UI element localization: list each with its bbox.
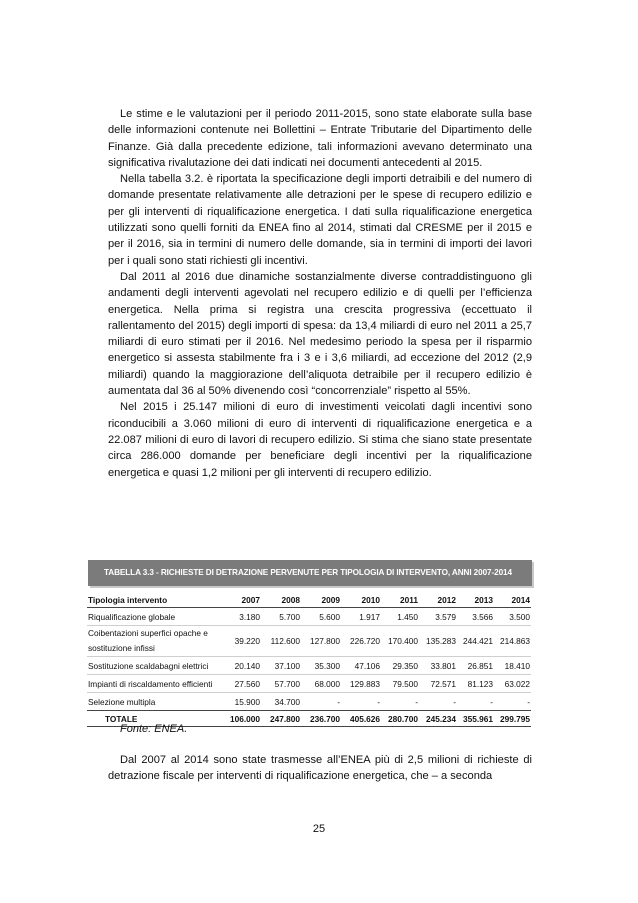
table-cell: 5.600 (319, 611, 340, 622)
header-cell: 2011 (381, 593, 419, 608)
table-cell: 170.400 (388, 636, 418, 646)
table-cell: 1.450 (397, 611, 418, 622)
table-cell: 236.700 (301, 711, 341, 727)
paragraph: Dal 2011 al 2016 due dinamiche sostanzialmente diverse contraddistinguono gli andamenti degli interventi agevolati nel recupero edilizio e di quelli per l’efficienza energetica. Nella prima si registra una crescita progressiva (eccettuato il rallentamento del 2015) degli importi di spesa: da 13,4 miliardi di euro nel 2011 a 25,7 miliardi di euro stimati per il 2016. Nel medesimo periodo la spesa per il risparmio energetico si assesta stabilmente fra i 3 e i 3,6 miliardi, ad eccezione del 2012 (2,9 miliardi) quando la maggiorazione dell’aliquota detraibile per il recupero edilizio è aumentata dal 36 al 50% divenendo così “concorrenziale” rispetto al 55%. (108, 270, 532, 398)
header-cell: Tipologia intervento (87, 593, 221, 608)
row-label: Sostituzione scaldabagni elettrici (88, 660, 209, 671)
table-cell: 68.000 (314, 678, 340, 689)
table-cell: 20.140 (234, 660, 260, 671)
table-cell: 214.863 (500, 636, 530, 646)
table-cell: 72.571 (430, 678, 456, 689)
table-row (87, 608, 531, 626)
table-cell: 1.917 (359, 611, 380, 622)
table-cell: - (527, 696, 530, 707)
header-cell: 2008 (261, 593, 301, 608)
table-cell: 15.900 (234, 696, 260, 707)
table-cell: 3.500 (509, 611, 530, 622)
table-cell: 26.851 (467, 660, 493, 671)
table-cell: 106.000 (221, 711, 261, 727)
table-cell: 405.626 (341, 711, 381, 727)
table-cell: 63.022 (504, 678, 530, 689)
table-cell: 299.795 (494, 711, 531, 727)
table-cell: 81.123 (467, 678, 493, 689)
header-cell: 2010 (341, 593, 381, 608)
table-cell: 244.421 (463, 636, 493, 646)
table-row (87, 675, 531, 693)
table-caption: TABELLA 3.3 - RICHIESTE DI DETRAZIONE PERVENUTE PER TIPOLOGIA DI INTERVENTO, ANNI 2007-2014 (88, 560, 532, 586)
table-cell: 33.801 (430, 660, 456, 671)
table-cell: 79.500 (392, 678, 418, 689)
paragraph: Dal 2007 al 2014 sono state trasmesse all’ENEA più di 2,5 milioni di richieste di detrazione fiscale per interventi di riqualificazione energetica, che – a seconda (108, 754, 532, 783)
table-cell: 5.700 (279, 611, 300, 622)
data-table (87, 593, 531, 727)
row-label: Selezione multipla (88, 696, 156, 707)
table-row (87, 693, 531, 711)
body-text-bottom (108, 752, 532, 785)
table-cell: 29.350 (392, 660, 418, 671)
table-row (87, 657, 531, 675)
header-cell: 2009 (301, 593, 341, 608)
header-cell: 2007 (221, 593, 261, 608)
table-cell: 247.800 (261, 711, 301, 727)
table-cell: 280.700 (381, 711, 419, 727)
table-cell: 3.180 (239, 611, 260, 622)
table-cell: 18.410 (504, 660, 530, 671)
table-cell: 27.560 (234, 678, 260, 689)
table-cell: 129.883 (350, 678, 380, 689)
row-label-line: sostituzione infissi (88, 643, 155, 653)
table-cell: - (453, 696, 456, 707)
row-label: Impianti di riscaldamento efficienti (88, 678, 213, 689)
paragraph: Nella tabella 3.2. è riportata la specificazione degli importi detraibili e del numero di domande presentate relativamente alle detrazioni per le spese di recupero edilizio e per gli interventi di riqualificazione energetica. I dati sulla riqualificazione energetica utilizzati sono quelli forniti da ENEA fino al 2014, stimati dal CRESME per il 2015 e per il 2016, sia in termini di numero delle domande, sia in termini di importi dei lavori per i quali sono stati richiesti gli incentivi. (108, 173, 532, 267)
paragraph: Le stime e le valutazioni per il periodo 2011-2015, sono state elaborate sulla base delle informazioni contenute nei Bollettini – Entrate Tributarie del Dipartimento delle Finanze. Già dalla precedente edizione, tali informazioni avevano determinato una significativa rivalutazione dei dati indicati nei documenti antecedenti al 2015. (108, 108, 532, 169)
table-cell: 226.720 (350, 636, 380, 646)
paragraph: Nel 2015 i 25.147 milioni di euro di investimenti veicolati dagli incentivi sono riconducibili a 3.060 milioni di euro di interventi di riqualificazione energetica e a 22.087 milioni di euro di lavori di recupero edilizio. Si stima che siano state presentate circa 286.000 domande per beneficiare degli incentivi per la riqualificazione energetica e quasi 1,2 milioni per gli interventi di recupero edilizio. (108, 401, 532, 479)
row-label (87, 626, 221, 657)
table-cell: 47.106 (354, 660, 380, 671)
total-label: TOTALE (87, 711, 221, 727)
table-cell: 245.234 (419, 711, 457, 727)
header-cell: 2013 (457, 593, 494, 608)
table-cell: - (415, 696, 418, 707)
row-label: Riqualificazione globale (88, 611, 176, 622)
page-number: 25 (312, 823, 326, 835)
table-cell: 127.800 (310, 636, 340, 646)
header-cell: 2012 (419, 593, 457, 608)
table-cell: 112.600 (270, 636, 300, 646)
header-cell: 2014 (494, 593, 531, 608)
table-cell: 355.961 (457, 711, 494, 727)
body-text-top (108, 106, 532, 481)
table-cell: 3.566 (472, 611, 493, 622)
table-cell: 135.283 (426, 636, 456, 646)
table-source-note: Fonte: ENEA. (120, 723, 188, 735)
table-cell: - (337, 696, 340, 707)
table-cell: 35.300 (314, 660, 340, 671)
table-cell: 34.700 (274, 696, 300, 707)
table-row (87, 626, 531, 657)
row-label-line: Coibentazioni superfici opache e (88, 628, 208, 638)
table-cell: - (490, 696, 493, 707)
table-cell: 37.100 (274, 660, 300, 671)
table-cell: 39.220 (234, 636, 260, 646)
table-header-row (87, 593, 531, 608)
table-cell: 57.700 (274, 678, 300, 689)
table-cell: 3.579 (435, 611, 456, 622)
table-cell: - (377, 696, 380, 707)
